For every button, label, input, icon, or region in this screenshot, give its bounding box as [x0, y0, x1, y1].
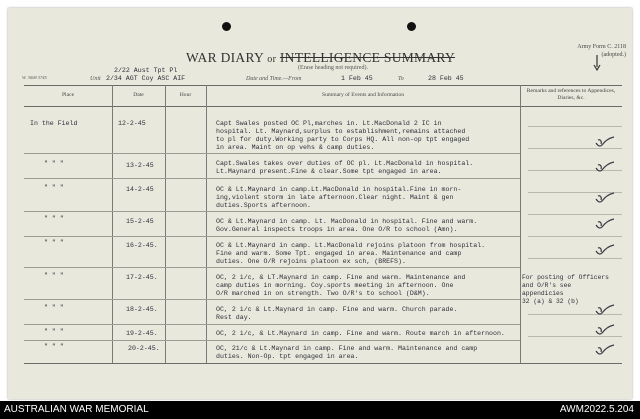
to-label: To — [398, 76, 404, 82]
row-7-line-2: Rest day. — [216, 314, 252, 321]
title-war-diary: WAR DIARY — [186, 50, 264, 65]
remarks-rule — [528, 336, 622, 337]
row-5-line-3: duties. One O/R rejoins platoon ex sch, (BREFS). — [216, 258, 406, 265]
footer-institution: AUSTRALIAN WAR MEMORIAL — [4, 404, 149, 415]
check-mark-icon — [594, 324, 616, 336]
diary-sheet — [8, 8, 632, 399]
row-4-line-2: Gov.General inspects troops in area. One O/R to school (Amn). — [216, 226, 458, 233]
remarks-line-3: appendicies — [522, 290, 564, 297]
col-header-remarks: Remarks and references to Appendices, Diaries, &c. — [526, 88, 616, 101]
row-2-line-1: Capt.Swales takes over duties of OC pl. Lt.MacDonald in hospital. — [216, 160, 474, 167]
unit-line-1: 2/22 Aust Tpt Pl — [114, 67, 178, 74]
row-2-place: " " " — [44, 160, 64, 167]
row-9-line-1: OC, 21/c & Lt.Maynard in camp. Fine and warm. Maintenance and camp — [216, 345, 478, 352]
row-2-separator — [24, 178, 520, 179]
army-form-label — [554, 44, 626, 59]
row-8-line-1: OC, 2 i/c, & Lt.Maynard in camp. Fine and warm. Route march in afternoon. — [216, 330, 505, 337]
row-1-place: In the Field — [30, 120, 78, 127]
check-mark-icon — [594, 192, 616, 204]
row-7-place: " " " — [44, 304, 64, 311]
row-5-line-1: OC & Lt.Maynard in camp. Lt.MacDonald rejoins platoon from hospital. — [216, 242, 486, 249]
col-divider-summary — [520, 85, 521, 363]
remarks-line-4: 32 (a) & 32 (b) — [522, 298, 579, 305]
col-divider-place — [112, 85, 113, 363]
row-1-date: 12-2-45 — [118, 120, 146, 127]
row-8-separator — [24, 340, 520, 341]
remarks-line-1: For posting of Officers — [522, 274, 609, 281]
row-9-date: 20-2-45. — [128, 345, 160, 352]
row-1-line-2: hospital. Lt. Maynard,surplus to establishment,remains attached — [216, 128, 466, 135]
row-8-date: 19-2-45. — [126, 330, 158, 337]
col-header-summary: Summary of Events and Information — [321, 92, 405, 98]
pen-mark-icon — [592, 54, 602, 72]
footer-reference: AWM2022.5.204 — [559, 404, 634, 415]
row-7-separator — [24, 324, 520, 325]
row-5-separator — [24, 267, 520, 268]
row-4-line-1: OC & Lt.Maynard in camp. Lt. MacDonald in hospital. Fine and warm. — [216, 218, 478, 225]
row-3-line-3: duties.Sports afternoon. — [216, 202, 311, 209]
army-form-number: Army Form C. 2118 — [577, 44, 626, 50]
col-header-hour: Hour — [179, 92, 192, 98]
binder-hole-left — [222, 22, 231, 31]
row-1-separator — [24, 153, 520, 154]
check-mark-icon — [594, 218, 616, 230]
row-4-separator — [24, 236, 520, 237]
row-6-line-1: OC, 2 i/c, & LT.Maynard in camp. Fine and warm. Maintenance and — [216, 274, 466, 281]
check-mark-icon — [594, 161, 616, 173]
remarks-rule — [528, 148, 622, 149]
row-5-line-2: Fine and warm. Some Tpt. engaged in area. Maintenance and camp — [216, 250, 462, 257]
row-1-line-1: Capt Swales posted OC Pl,marches in. Lt.MacDonald 2 IC in — [216, 120, 442, 127]
row-4-place: " " " — [44, 215, 64, 222]
row-3-date: 14-2-45 — [126, 186, 154, 193]
row-1-line-4: in area. Maint on op vehs & camp duties. — [216, 144, 375, 151]
check-mark-icon — [594, 344, 616, 356]
date-to: 28 Feb 45 — [428, 75, 464, 82]
binder-hole-right — [407, 22, 416, 31]
remarks-rule — [528, 126, 622, 127]
table-top-border — [24, 85, 622, 86]
check-mark-icon — [594, 244, 616, 256]
remarks-rule — [528, 258, 622, 259]
remarks-rule — [528, 214, 622, 215]
row-8-place: " " " — [44, 328, 64, 335]
row-9-place: " " " — [44, 343, 64, 350]
table-bottom-border — [24, 363, 622, 364]
row-5-date: 16-2-45. — [126, 242, 158, 249]
row-3-line-1: OC & Lt.Maynard in camp.Lt.MacDonald in hospital.Fine in morn- — [216, 186, 462, 193]
check-mark-icon — [594, 136, 616, 148]
remarks-rule — [528, 236, 622, 237]
form-code: W. 3008 3745 — [22, 75, 47, 80]
date-from: 1 Feb 45 — [341, 75, 373, 82]
check-mark-icon — [594, 304, 616, 316]
row-3-place: " " " — [44, 184, 64, 191]
date-time-label: Date and Time.—From — [246, 76, 302, 82]
row-6-line-3: O/R marched in on strength. Two O/R's to school (D&M). — [216, 290, 430, 297]
row-9-line-2: duties. Non-Op. tpt engaged in area. — [216, 353, 359, 360]
title-intelligence-summary: INTELLIGENCE SUMMARY — [279, 50, 456, 65]
col-header-date: Date — [133, 92, 144, 98]
table-header-border — [24, 106, 622, 107]
remarks-line-2: and O/R's see — [522, 282, 572, 289]
archive-footer — [0, 401, 640, 419]
col-divider-date — [165, 85, 166, 363]
row-2-date: 13-2-45 — [126, 162, 154, 169]
row-6-place: " " " — [44, 272, 64, 279]
row-6-line-2: camp duties in morning. Coy.sports meeting in afternoon. One — [216, 282, 454, 289]
row-4-date: 15-2-45 — [126, 218, 154, 225]
row-1-line-3: to pl for duty.Working party to Corps HQ. All non-op tpt engaged — [216, 136, 470, 143]
col-header-place: Place — [61, 92, 75, 98]
row-3-separator — [24, 211, 520, 212]
row-3-line-2: ing,violent storm in late afternoon.Clear night. Maint & gen — [216, 194, 454, 201]
row-5-place: " " " — [44, 239, 64, 246]
unit-line-2: 2/34 AGT Coy ASC AIF — [106, 75, 186, 82]
adopted-note: (adopted.) — [601, 51, 626, 58]
row-6-separator — [24, 299, 520, 300]
row-6-date: 17-2-45. — [126, 274, 158, 281]
col-divider-hour — [206, 85, 207, 363]
row-2-line-2: Lt.Maynard present.Fine & clear.Some tpt engaged in area. — [216, 168, 442, 175]
row-7-line-1: OC, 2 i/c & Lt.Maynard in camp. Fine and warm. Church parade. — [216, 306, 458, 313]
title-or: or — [267, 54, 277, 65]
diary-title — [186, 50, 455, 66]
row-7-date: 18-2-45. — [126, 306, 158, 313]
erase-heading-note: (Erase heading not required). — [298, 65, 368, 71]
unit-label: Unit — [90, 76, 101, 82]
